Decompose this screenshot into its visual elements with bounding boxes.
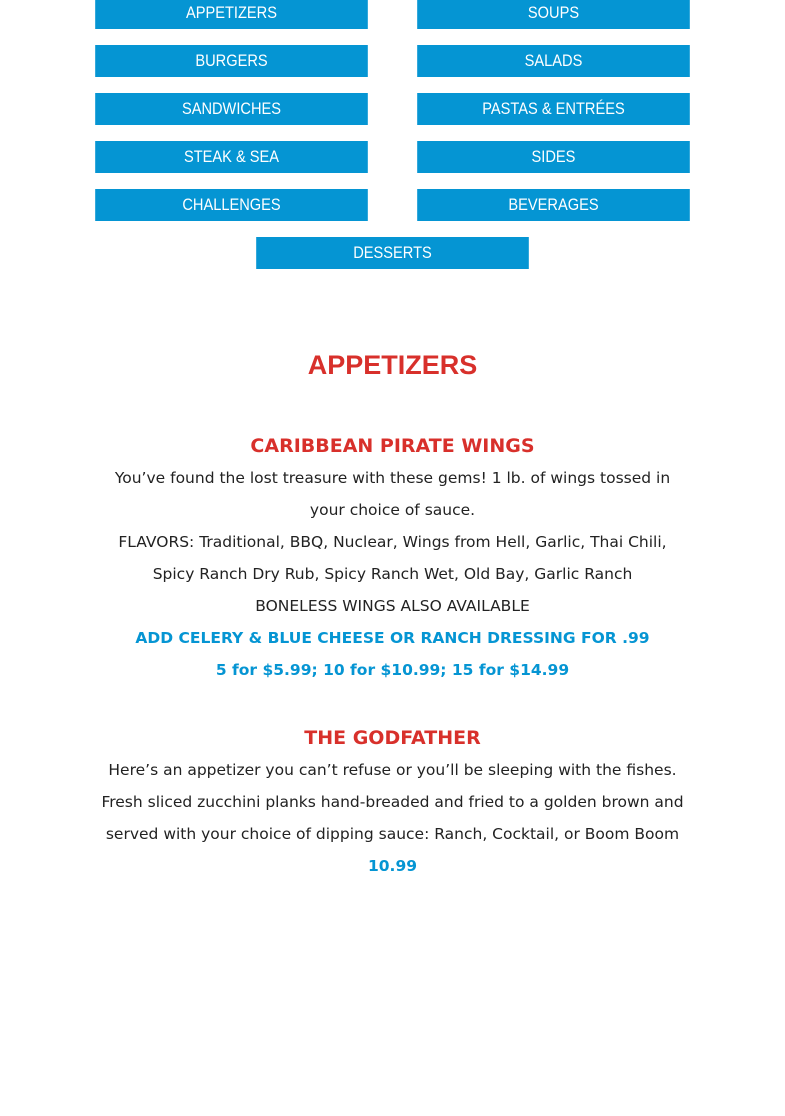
- nav-row: [73, 189, 712, 221]
- menu-item-flavors: FLAVORS: Traditional, BBQ, Nuclear, Wings from Hell, Garlic, Thai Chili, Spicy Ranch Dry Rub, Spicy Ranch Wet, Old Bay, Garlic Ranch: [118, 533, 667, 583]
- nav-button-challenges[interactable]: CHALLENGES: [95, 189, 368, 221]
- menu-item-description: You’ve found the lost treasure with these gems! 1 lb. of wings tossed in your choice of sauce.: [114, 469, 671, 519]
- section-title: APPETIZERS: [307, 350, 478, 380]
- nav-row: [73, 237, 712, 269]
- nav-row: [73, 0, 712, 29]
- menu-item-name: THE GODFATHER: [304, 727, 481, 749]
- nav-row: [73, 45, 712, 77]
- menu-item-addon: ADD CELERY & BLUE CHEESE OR RANCH DRESSING FOR .99: [135, 629, 650, 647]
- nav-row: [73, 93, 712, 125]
- nav-button-desserts[interactable]: DESSERTS: [256, 237, 529, 269]
- nav-button-salads[interactable]: SALADS: [417, 45, 690, 77]
- menu-item-note: BONELESS WINGS ALSO AVAILABLE: [255, 597, 530, 615]
- nav-button-beverages[interactable]: BEVERAGES: [417, 189, 690, 221]
- menu-item-price: 10.99: [367, 857, 418, 875]
- menu-category-nav: [73, 0, 712, 285]
- menu-item-description: Here’s an appetizer you can’t refuse or you’ll be sleeping with the fishes. Fresh sliced zucchini planks hand-breaded and fried to a golden brown and served with your choice of dipping sauce: Ranch, Cocktail, or Boom Boom: [101, 761, 684, 843]
- nav-row: [73, 141, 712, 173]
- nav-button-steak-sea[interactable]: STEAK & SEA: [95, 141, 368, 173]
- menu-item-the-godfather: [100, 722, 685, 882]
- menu-item-name: CARIBBEAN PIRATE WINGS: [250, 435, 535, 457]
- nav-button-pastas-entrees[interactable]: PASTAS & ENTRÉES: [417, 93, 690, 125]
- nav-button-soups[interactable]: SOUPS: [417, 0, 690, 29]
- nav-button-appetizers[interactable]: APPETIZERS: [95, 0, 368, 29]
- menu-item-price: 5 for $5.99; 10 for $10.99; 15 for $14.99: [215, 661, 570, 679]
- menu-item-caribbean-pirate-wings: [100, 430, 685, 686]
- nav-button-sides[interactable]: SIDES: [417, 141, 690, 173]
- nav-button-sandwiches[interactable]: SANDWICHES: [95, 93, 368, 125]
- nav-button-burgers[interactable]: BURGERS: [95, 45, 368, 77]
